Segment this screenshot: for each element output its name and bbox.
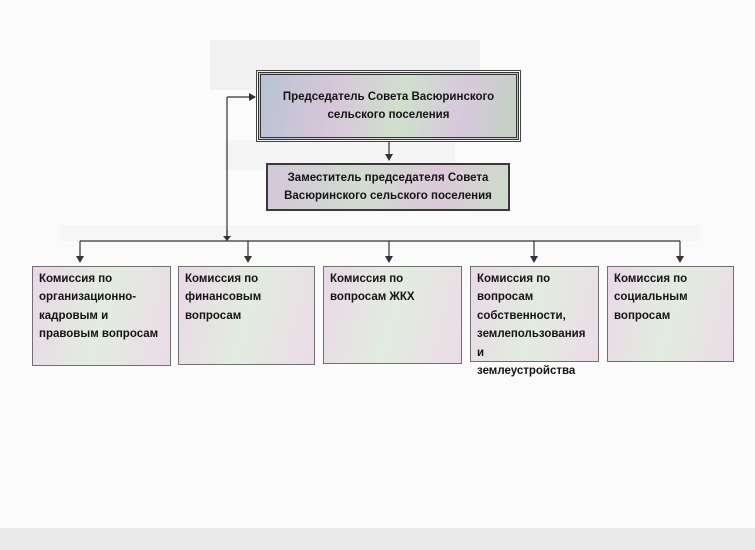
- deputy-title-line2: Васюринского сельского поселения: [284, 190, 492, 202]
- commission-text-line: Комиссия по: [330, 273, 404, 285]
- commission-text-line: правовым вопросам: [39, 328, 159, 341]
- chairman-box: [258, 72, 519, 140]
- commission-text-line: вопросам ЖКХ: [330, 291, 415, 304]
- commission-text-line: вопросам: [477, 291, 534, 304]
- deputy-title-line1: Заместитель председателя Совета: [287, 171, 489, 184]
- chairman-title-line2: сельского поселения: [327, 109, 450, 121]
- chairman-title-line1: Председатель Совета Васюринского: [282, 90, 495, 103]
- commission-text-line: кадровым и: [39, 309, 109, 322]
- commission-text-line: землеустройства: [477, 364, 576, 377]
- commission-text-line: собственности,: [477, 309, 566, 322]
- connector-loop-arrowhead: [223, 236, 231, 241]
- commission-box-social: [607, 266, 734, 362]
- commission-text-line: Комиссия по: [39, 273, 113, 285]
- commission-box-housing: [323, 266, 462, 364]
- commission-text-line: социальным: [614, 291, 688, 304]
- commission-text-line: Комиссия по: [614, 273, 688, 285]
- commission-text-line: вопросам: [614, 309, 671, 322]
- commission-text-line: вопросам: [185, 309, 242, 322]
- commission-box-personnel-legal: [32, 266, 171, 366]
- commission-text-line: Комиссия по: [185, 273, 259, 285]
- commission-box-property-land: [470, 266, 599, 377]
- commission-text-line: организационно-: [39, 291, 137, 304]
- commission-box-finance: [178, 266, 315, 365]
- deputy-box: [266, 163, 510, 211]
- commission-text-line: финансовым: [185, 291, 262, 304]
- commission-text-line: землепользования и: [477, 328, 586, 359]
- commission-text-line: Комиссия по: [477, 273, 551, 285]
